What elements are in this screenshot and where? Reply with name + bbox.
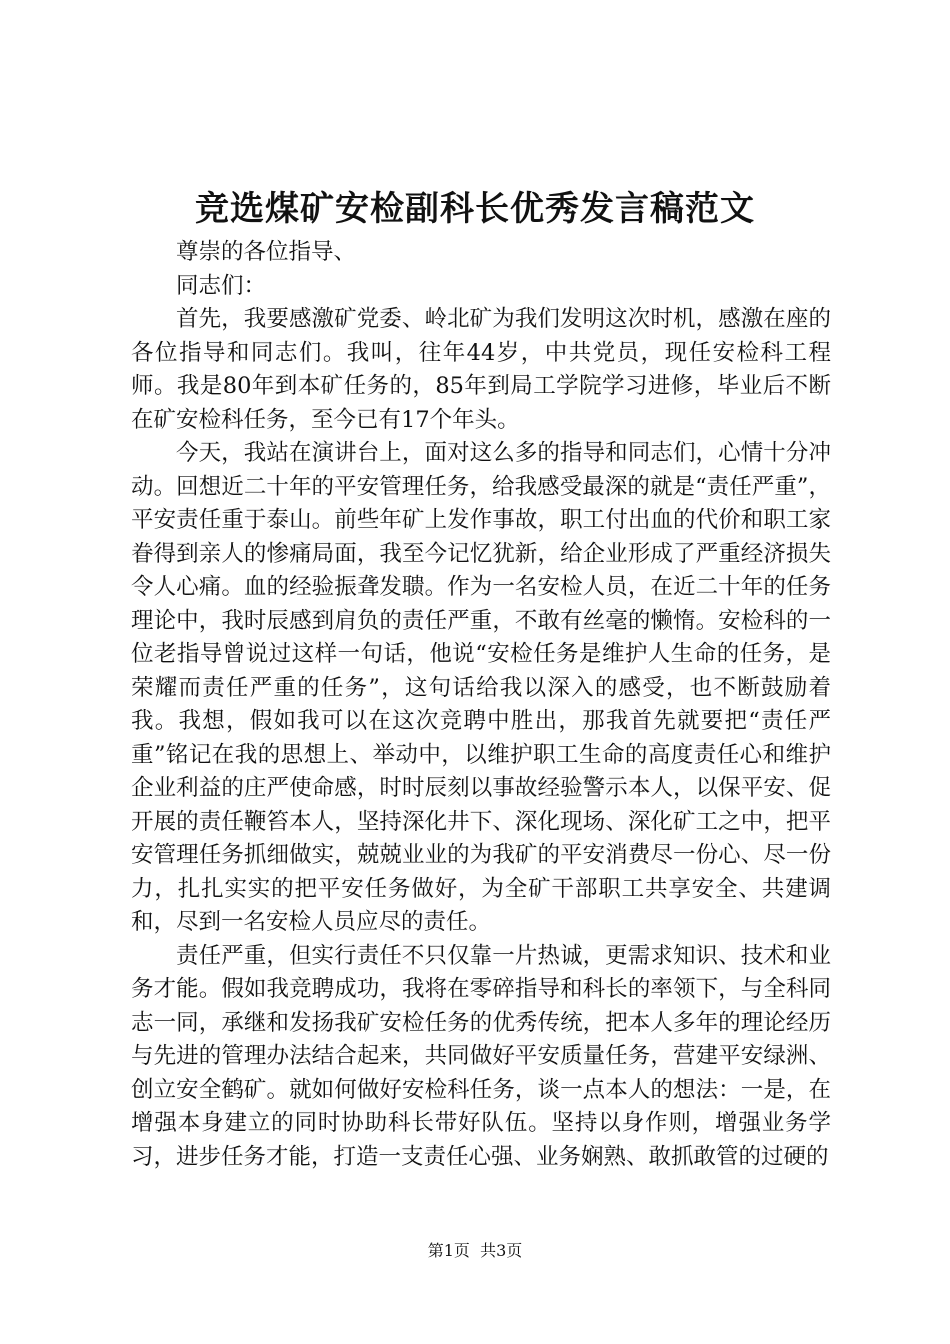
- page-number: 第1页: [427, 1241, 470, 1260]
- page-total: 共3页: [480, 1241, 523, 1260]
- document-body: [131, 236, 831, 1174]
- body-paragraph: 责任严重，但实行责任不只仅靠一片热诚，更需求知识、技术和业务才能。假如我竞聘成功，我将在零碎指导和科长的率领下，与全科同志一同，承继和发扬我矿安检任务的优秀传统，把本人多年的理论经历与先进的管理办法结合起来，共同做好平安质量任务，营建平安绿洲、创立安全鹤矿。就如何做好安检科任务，谈一点本人的想法：一是，在增强本身建立的同时协助科长带好队伍。坚持以身作则，增强业务学习，进步任务才能，打造一支责任心强、业务娴熟、敢抓敢管的过硬的: [131, 942, 831, 1170]
- salutation-line: 同志们：: [176, 272, 267, 299]
- page-footer: [0, 1239, 950, 1263]
- document-title: 竞选煤矿安检副科长优秀发言稿范文: [195, 189, 755, 229]
- body-paragraph: 首先，我要感激矿党委、岭北矿为我们发明这次时机，感激在座的各位指导和同志们。我叫，往年44岁，中共党员，现任安检科工程师。我是80年到本矿任务的，85年到局工学院学习进修，毕业后不断在矿安检科任务，至今已有17个年头。: [131, 306, 831, 433]
- body-paragraph: 今天，我站在演讲台上，面对这么多的指导和同志们，心情十分冲动。回想近二十年的平安管理任务，给我感受最深的就是“责任严重”，平安责任重于泰山。前些年矿上发作事故，职工付出血的代价和职工家眷得到亲人的惨痛局面，我至今记忆犹新，给企业形成了严重经济损失令人心痛。血的经验振聋发聩。作为一名安检人员，在近二十年的任务理论中，我时辰感到肩负的责任严重，不敢有丝毫的懒惰。安检科的一位老指导曾说过这样一句话，他说“安检任务是维护人生命的任务，是荣耀而责任严重的任务”，这句话给我以深入的感受，也不断鼓励着我。我想，假如我可以在这次竞聘中胜出，那我首先就要把“责任严重”铭记在我的思想上、举动中，以维护职工生命的高度责任心和维护企业利益的庄严使命感，时时辰刻以事故经验警示本人，以保平安、促开展的责任鞭笞本人，坚持深化井下、深化现场、深化矿工之中，把平安管理任务抓细做实，兢兢业业的为我矿的平安消费尽一份心、尽一份力，扎扎实实的把平安任务做好，为全矿干部职工共享安全、共建调和，尽到一名安检人员应尽的责任。: [131, 440, 831, 935]
- salutation-line: 尊崇的各位指导、: [176, 239, 357, 265]
